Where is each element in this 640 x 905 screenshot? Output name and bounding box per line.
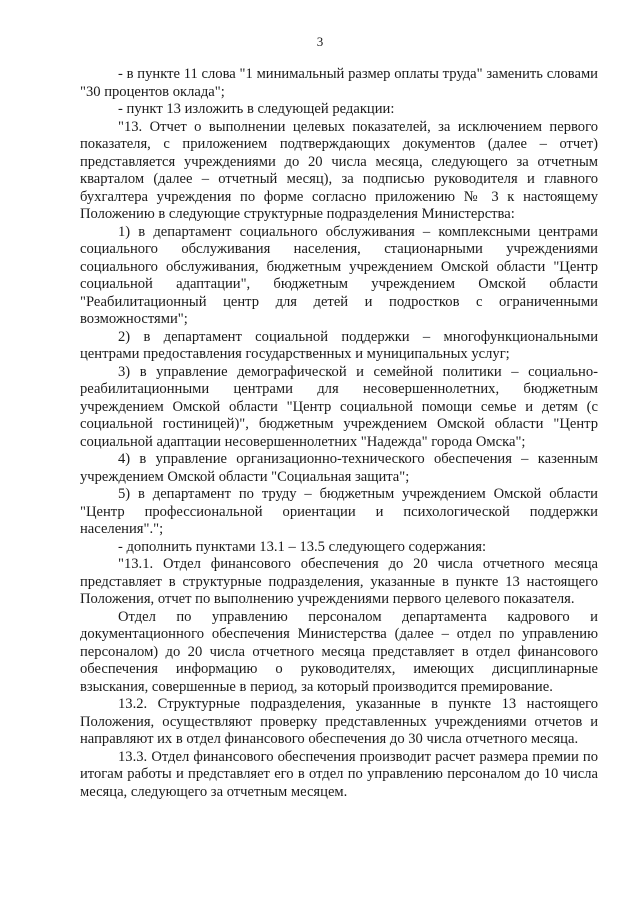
document-body [80, 66, 598, 801]
paragraph-subitem-3: 3) в управление демографической и семейной политики – социально-реабилитационными центрами для несовершеннолетних, бюджетным учреждением Омской области "Центр социальной помощи семье и детям (с социальной гостиницей)", бюджетным учреждением Омской области "Центр социальной адаптации несовершеннолетних "Надежда" города Омска"; [80, 363, 598, 450]
paragraph-subitem-5: 5) в департамент по труду – бюджетным учреждением Омской области "Центр профессиональной ориентации и психологической поддержки населения"."; [80, 486, 598, 537]
paragraph-subitem-1: 1) в департамент социального обслуживания – комплексными центрами социального обслуживания населения, стационарными учреждениями социального обслуживания, бюджетным учреждением Омской области "Центр социальной адаптации", бюджетным учреждением Омской области "Реабилитационный центр для детей и подростков с ограниченными возможностями"; [80, 223, 598, 327]
paragraph-item-13: "13. Отчет о выполнении целевых показателей, за исключением первого показателя, с приложением подтверждающих документов (далее – отчет) представляется учреждениями до 20 числа месяца, следующего за отчетным кварталом (далее – отчетный месяц), за подписью руководителя и главного бухгалтера учреждения по форме согласно приложению № 3 к настоящему Положению в следующие структурные подразделения Министерства: [80, 118, 598, 222]
paragraph-subitem-4: 4) в управление организационно-технического обеспечения – казенным учреждением Омской области "Социальная защита"; [80, 451, 598, 485]
paragraph-item-13-intro: - пункт 13 изложить в следующей редакции: [118, 101, 395, 117]
paragraph-item-13-3: 13.3. Отдел финансового обеспечения производит расчет размера премии по итогам работы и представляет его в отдел по управлению персоналом до 10 числа месяца, следующего за отчетным месяцем. [80, 748, 598, 800]
paragraph-subitem-2: 2) в департамент социальной поддержки – многофункциональными центрами предоставления государственных и муниципальных услуг; [80, 328, 598, 362]
paragraph-item-13-2: 13.2. Структурные подразделения, указанные в пункте 13 настоящего Положения, осуществляют проверку представленных учреждениями отчетов и направляют их в отдел финансового обеспечения до 30 числа отчетного месяца. [80, 696, 598, 747]
page-number: 3 [316, 34, 324, 49]
paragraph-amend-item-11: - в пункте 11 слова "1 минимальный размер оплаты труда" заменить словами "30 процентов оклада"; [80, 66, 598, 100]
paragraph-personnel-department: Отдел по управлению персоналом департамента кадрового и документационного обеспечения Министерства (далее – отдел по управлению персоналом) до 20 числа отчетного месяца представляет в отдел финансового обеспечения информацию о руководителях, имеющих дисциплинарные взыскания, совершенные в период, за который производится премирование. [80, 608, 598, 695]
paragraph-add-items-intro: - дополнить пунктами 13.1 – 13.5 следующего содержания: [118, 538, 487, 555]
paragraph-item-13-1: "13.1. Отдел финансового обеспечения до 20 числа отчетного месяца представляет в структурные подразделения, указанные в пункте 13 настоящего Положения, отчет по выполнению учреждениями первого целевого показателя. [80, 556, 598, 607]
